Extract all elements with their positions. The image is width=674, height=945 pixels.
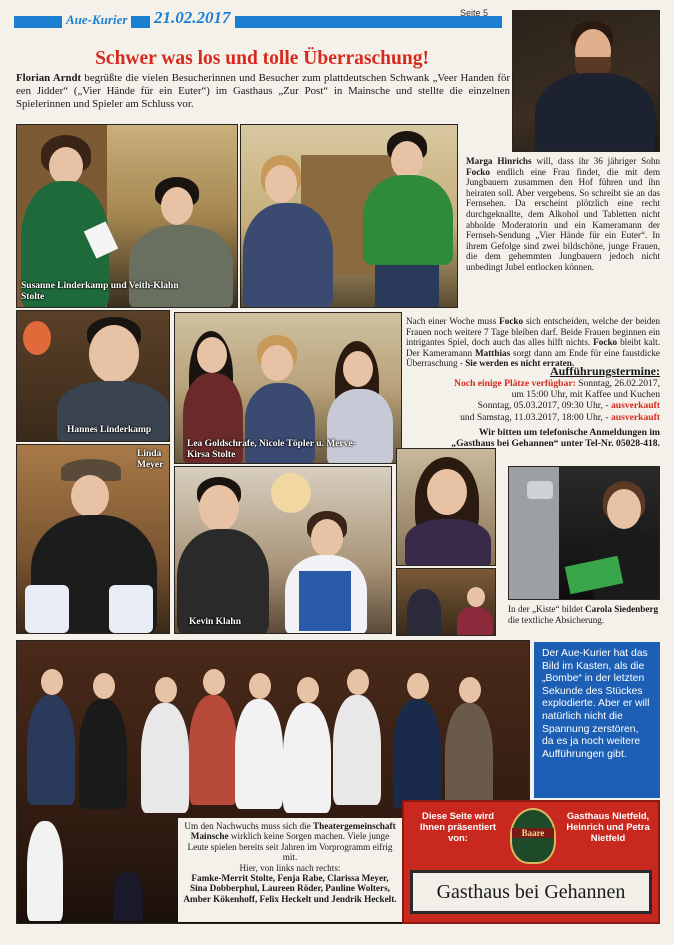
- story-column: [466, 156, 660, 273]
- termine-line-4: [406, 412, 660, 423]
- group-member-head: [41, 669, 63, 695]
- group-member-body: [141, 703, 189, 813]
- termine-title: Aufführungstermine:: [550, 364, 660, 378]
- photo-moderator-focko: [240, 124, 458, 308]
- name-carola: Carola Siedenberg: [585, 604, 659, 614]
- group-member-head: [203, 669, 225, 695]
- name-matthias: Matthias: [474, 347, 511, 358]
- group-member-head: [155, 677, 177, 703]
- group-member-head: [93, 673, 115, 699]
- story-text: Nach einer Woche muss: [406, 316, 500, 326]
- bombe-box: [534, 642, 660, 798]
- caption-susanne: Susanne Linderkamp und Veith-Klahn Stolte: [21, 281, 179, 302]
- group-member-body: [79, 699, 127, 809]
- headline: Schwer was los und tolle Überraschung!: [95, 48, 429, 69]
- caption-kevin: Kevin Klahn: [189, 617, 241, 627]
- sponsor-ad: [402, 800, 660, 924]
- page-number: Seite 5: [460, 8, 489, 18]
- availability-note: Noch einige Plätze verfügbar:: [454, 378, 576, 389]
- photo-susanne-veith: [16, 124, 238, 308]
- group-member-head: [297, 677, 319, 703]
- group-member-body: [235, 699, 283, 809]
- photo-kevin: [174, 466, 392, 634]
- group-member-head: [249, 673, 271, 699]
- ad-sponsor: Gasthaus Nietfeld, Heinrich und Petra Nietfeld: [566, 810, 650, 843]
- group-member-body: [445, 703, 493, 813]
- termine-date: und Samstag, 11.03.2017, 18:00 Uhr, -: [460, 411, 611, 423]
- nachwuchs-names: Famke-Merrit Stolte, Fenja Rabe, Clarissa Meyer, Sina Dobberphul, Laureen Röder, Pauline Wolters, Amber Kökenhoff, Felix Heckelt und Jendrik Heckelt.: [183, 873, 397, 904]
- caption-carola: [508, 604, 660, 625]
- photo-hannes: [16, 310, 170, 442]
- story-text: bleibt kalt. Der Kameramann: [406, 337, 660, 358]
- ad-banner: [410, 870, 652, 914]
- anmeldung-1: Wir bitten um telefonische Anmeldungen im: [478, 426, 660, 438]
- termine-block: [406, 364, 660, 449]
- story-paragraph-1: [466, 156, 660, 273]
- group-member-head: [459, 677, 481, 703]
- name-focko: Focko: [499, 316, 524, 326]
- photo-linda: [16, 444, 170, 634]
- termine-line-3: [406, 400, 660, 411]
- termine-date: Sonntag, 26.02.2017,: [575, 378, 660, 389]
- caption-text: die textliche Absicherung.: [508, 614, 605, 625]
- group-member-body: [113, 871, 143, 921]
- group-member-body: [27, 695, 75, 805]
- story-paragraph-2: [406, 316, 660, 369]
- intro-name: Florian Arndt: [16, 72, 82, 84]
- intro-paragraph: [16, 72, 510, 111]
- story-text: sorgt dann am Ende für eine faustdicke Überraschung -: [406, 347, 660, 369]
- caption-hannes: Hannes Linderkamp: [67, 425, 152, 435]
- group-member-body: [393, 699, 441, 809]
- nachwuchs-text: wirklich keine Sorgen machen. Viele junge Leute spielen bereits seit Jahren im Vorprogramm eifrig mit.: [187, 831, 393, 863]
- theater-name: Theatergemeinschaft Mainsche: [190, 821, 396, 842]
- caption-lea: Lea Goldschrafe, Nicole Töpler u. Merve-Kirsa Stolte: [187, 439, 356, 460]
- beer-logo-label: Baare: [512, 828, 554, 838]
- termine-date: Sonntag, 05.03.2017, 09:30 Uhr, -: [477, 400, 611, 412]
- group-member-head: [347, 669, 369, 695]
- group-member-head: [407, 673, 429, 699]
- anmeldung-2: „Gasthaus bei Gehannen“ unter Tel-Nr. 05028-418.: [451, 438, 660, 450]
- group-member-body: [283, 703, 331, 813]
- caption-linda: Linda Meyer: [137, 449, 164, 470]
- sold-out-label: ausverkauft: [610, 400, 660, 412]
- nachwuchs-order: Hier, von links nach rechts:: [239, 862, 341, 873]
- beer-logo: [510, 808, 556, 864]
- sold-out-label: ausverkauft: [610, 411, 660, 423]
- header-brand: Aue-Kurier: [62, 12, 131, 28]
- name-focko: Focko: [466, 166, 490, 177]
- termine-line-2: um 15:00 Uhr, mit Kaffee und Kuchen: [511, 389, 660, 401]
- name-focko: Focko: [593, 337, 618, 348]
- photo-stage-small: [396, 568, 496, 636]
- group-member-body: [27, 821, 63, 921]
- group-member-body: [333, 695, 381, 805]
- termine-line-1: [406, 378, 660, 389]
- nachwuchs-text: Um den Nachwuchs muss sich die: [184, 821, 313, 831]
- story-teaser: Sie werden es nicht erraten.: [465, 358, 575, 369]
- caption-text: In der „Kiste“ bildet: [508, 604, 586, 614]
- photo-lea-nicole-merve: [174, 312, 402, 464]
- photo-florian-arndt: [512, 10, 660, 152]
- nachwuchs-box: [178, 818, 402, 922]
- group-member-body: [189, 695, 237, 805]
- story-text: endlich eine Frau findet, die mit dem Jungbauern zusammen den Hof führen und ihn heiraten soll. Aber vergebens. So schreibt sie an das Fernsehen. Da erscheint plötzlich eine recht durchgeknallte, dem Alkohol und Tabletten nicht abholde Moderatorin und ein Kameramann der Fernseh-Sendung „Vier Hände für ein Euter“. In ihrem Gefolge sind zwei bildschöne, junge Frauen, die dem gehemmten Jungbauern jedoch nicht unbedingt Jubel entlocken können.: [466, 166, 660, 272]
- name-marga: Marga Hinrichs: [466, 156, 532, 166]
- ad-banner-text: Gasthaus bei Gehannen: [436, 880, 626, 903]
- photo-carola: [508, 466, 660, 600]
- photo-girl-glasses: [396, 448, 496, 566]
- bombe-text: Der Aue-Kurier hat das Bild im Kasten, als die „Bombe“ in der letzten Sekunde des Stückes explodierte. Aber er will natürlich nicht die Spannung zerstören, da es ja noch weitere Aufführungen gibt.: [542, 648, 650, 760]
- header-date: 21.02.2017: [150, 8, 235, 28]
- intro-text: begrüßte die vielen Besucherinnen und Besucher zum plattdeutschen Schwank „Veer Handen för een Jidder“ („Vier Hände für ein Euter“) im Gasthaus „Zur Post“ in Mainsche und stellte die einzelnen Spielerinnen und Spieler am Schluss vor.: [16, 72, 510, 110]
- story-text: sich entscheiden, welche der beiden Frauen noch weitere 7 Tage bleiben darf. Beide Frauen beginnen ein intrigantes Spiel, doch auch das alles hilft nichts.: [406, 316, 661, 348]
- ad-presented: Diese Seite wird Ihnen präsentiert von:: [419, 810, 497, 843]
- story-text: will, dass ihr 36 jähriger Sohn: [531, 156, 661, 166]
